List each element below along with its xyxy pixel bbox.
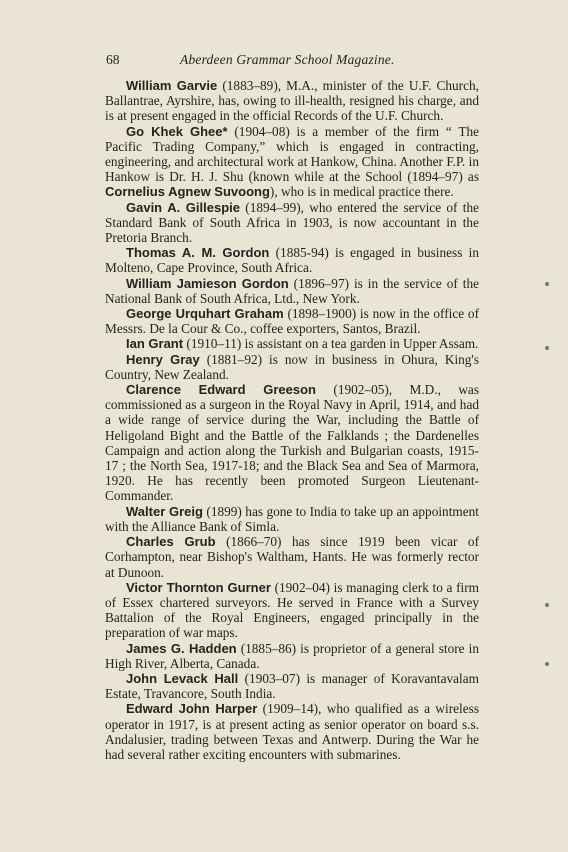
entry-james-hadden: [105, 641, 479, 671]
entry-walter-greig: [105, 504, 479, 534]
entry-name: Ian Grant: [126, 336, 184, 352]
entry-name: William Jamieson Gordon: [126, 275, 289, 291]
entry-gavin-gillespie: [105, 200, 479, 246]
entry-george-graham: [105, 306, 479, 336]
entry-charles-grub: [105, 534, 479, 580]
scan-speck: [545, 346, 549, 350]
entry-name: Henry Gray: [126, 351, 200, 367]
page-number: 68: [106, 52, 120, 67]
entry-victor-gurner: [105, 580, 479, 641]
entry-text: (1903–07) is manager of Koravantavalam Estate, Travancore, South India.: [105, 670, 479, 702]
entry-text: (1883–89), M.A., minister of the U.F. Church, Ballantrae, Ayrshire, has, owing to ill-health, resigned his charge, and is at present engaged in the official Records of the U.F. Church.: [105, 78, 479, 124]
entry-name: Walter Greig: [126, 503, 203, 519]
entry-name: Charles Grub: [126, 534, 216, 550]
running-title: Aberdeen Grammar School Magazine.: [180, 52, 395, 67]
entry-text: (1894–99), who entered the service of the Standard Bank of South Africa in 1903, is now accountant in the Pretoria Branch.: [105, 199, 479, 246]
entry-thomas-gordon: [105, 245, 479, 275]
entry-ian-grant: [105, 336, 479, 351]
scan-speck: [545, 603, 549, 607]
entry-name: Go Khek Ghee*: [126, 123, 228, 139]
entry-name: Edward John Harper: [126, 701, 258, 717]
entry-name: Clarence Edward Greeson: [126, 382, 316, 398]
entry-text: (1902–04) is managing clerk to a firm of Essex chartered surveyors. He served in France with a Survey Battalion of the Royal Engineers, engaged principally in the preparation of war maps.: [105, 579, 479, 641]
entry-text: (1885-94) is engaged in business in Molteno, Cape Province, South Africa.: [105, 245, 479, 276]
scan-speck: [545, 662, 549, 666]
entry-text: (1881–92) is now in business in Ohura, King's Country, New Zealand.: [105, 351, 480, 382]
entry-edward-harper: [105, 701, 479, 762]
entry-william-garvie: [105, 78, 479, 124]
entry-text: (1885–86) is proprietor of a general store in High River, Alberta, Canada.: [105, 640, 479, 671]
entry-text: (1902–05), M.D., was commissioned as a surgeon in the Royal Navy in April, 1914, and had a wide range of service during the War, including the Battle of Heligoland Bight and the Battle of the Falklands ; the Dardenelles Campaign and action along the Turkish and Bulgarian coasts, 1915-17 ; the North Sea, 1917-18; and the Black Sea and Sea of Marmora, 1920. He has recently been promoted Surgeon Lieutenant-Commander.: [105, 382, 479, 504]
entry-text: (1898–1900) is now in the office of Messrs. De la Cour & Co., coffee exporters, Santos, Brazil.: [105, 306, 479, 337]
entry-name: George Urquhart Graham: [126, 306, 284, 322]
entry-text: (1866–70) has since 1919 been vicar of Corhampton, near Bishop's Waltham, Hants. He was formerly rector at Dunoon.: [105, 534, 479, 580]
entry-name: William Garvie: [126, 78, 218, 93]
entry-name: Thomas A. M. Gordon: [126, 245, 270, 261]
entry-go-khek-ghee: [105, 124, 479, 200]
entry-text: (1896–97) is in the service of the National Bank of South Africa, Ltd., New York.: [105, 275, 479, 306]
entry-william-jamieson-gordon: [105, 276, 479, 306]
obituary-notes-column: [105, 78, 479, 762]
entry-text: (1909–14), who qualified as a wireless operator in 1917, is at present acting as senior operator on board s.s. Andalusier, trading between Texas and Antwerp. During the War he had several rather exciting encounters with submarines.: [105, 701, 480, 762]
entry-john-hall: [105, 671, 479, 701]
entry-clarence-greeson: [105, 382, 479, 504]
page-header: [106, 52, 478, 72]
entry-henry-gray: [105, 352, 479, 382]
entry-name: James G. Hadden: [126, 640, 237, 656]
entry-text-continued: ), who is in medical practice there.: [269, 184, 454, 200]
entry-text: (1899) has gone to India to take up an appointment with the Alliance Bank of Simla.: [105, 503, 479, 534]
entry-text: (1910–11) is assistant on a tea garden in Upper Assam.: [183, 336, 479, 352]
scan-speck: [545, 282, 549, 286]
entry-name: John Levack Hall: [126, 670, 239, 686]
entry-name: Gavin A. Gillespie: [126, 199, 240, 215]
entry-name: Victor Thornton Gurner: [126, 579, 271, 595]
entry-text: (1904–08) is a member of the firm “ The Pacific Trading Company,” which is engaged in contracting, engineering, and architectural work at Hankow, China. Another F.P. in Hankow is Dr. H. J. Shu (known while at the School (1894–97) as: [105, 123, 479, 185]
entry-secondary-name: Cornelius Agnew Suvoong: [105, 184, 270, 200]
